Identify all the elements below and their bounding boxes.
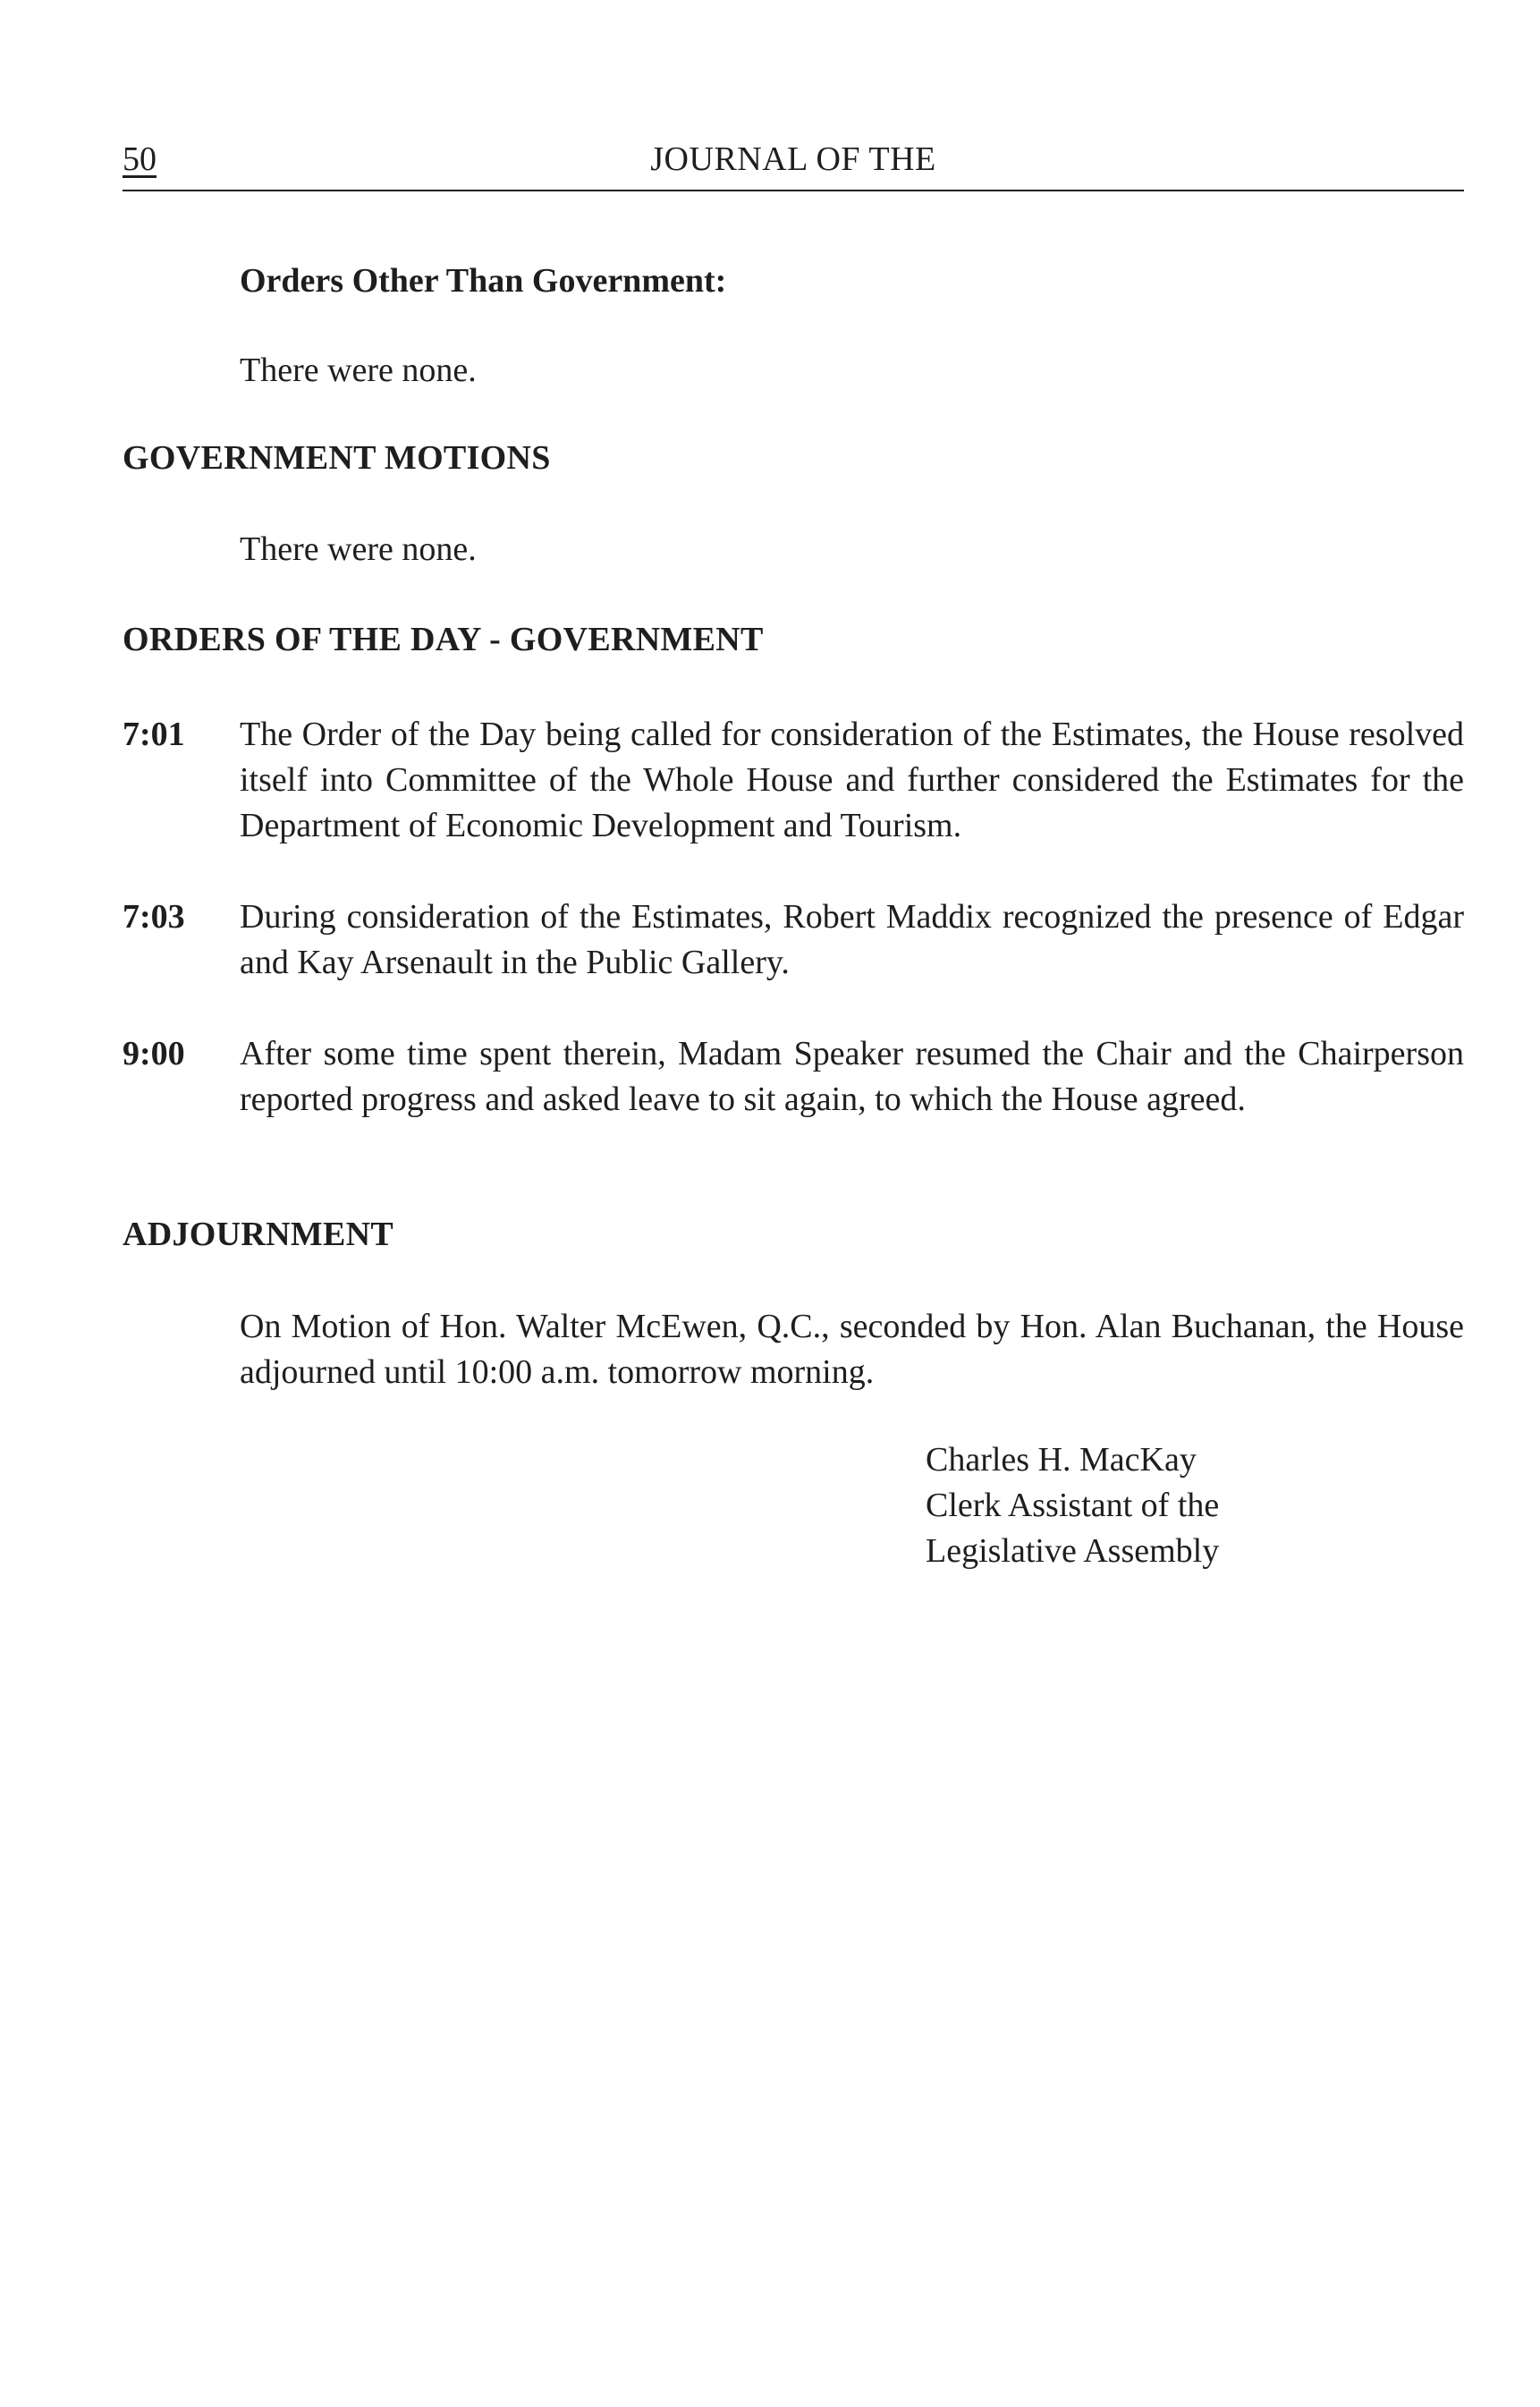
orders-other-text: There were none. — [240, 352, 477, 389]
entry-time: 7:03 — [123, 898, 185, 936]
signatory-name: Charles H. MacKay — [926, 1441, 1197, 1479]
journal-title: JOURNAL OF THE — [650, 140, 936, 178]
adjournment-heading: ADJOURNMENT — [123, 1216, 394, 1253]
running-header — [123, 134, 1464, 191]
page-number: 50 — [123, 140, 157, 178]
signatory-title-line-2: Legislative Assembly — [926, 1532, 1220, 1570]
orders-other-heading: Orders Other Than Government: — [240, 262, 727, 300]
adjournment-text: On Motion of Hon. Walter McEwen, Q.C., seconded by Hon. Alan Buchanan, the House adjourned until 10:00 a.m. tomorrow morning. — [240, 1308, 1464, 1391]
signature-block — [926, 1437, 1219, 1574]
signatory-title-line-1: Clerk Assistant of the — [926, 1487, 1220, 1524]
entry-time: 7:01 — [123, 716, 185, 753]
entry-text: The Order of the Day being called for consideration of the Estimates, the House resolved itself into Committee of the Whole House and further considered the Estimates for the Department of Economic Development and Tourism. — [240, 716, 1464, 844]
entry-text: During consideration of the Estimates, Robert Maddix recognized the presence of Edgar and Kay Arsenault in the Public Gallery. — [240, 898, 1464, 981]
government-motions-text: There were none. — [240, 530, 477, 568]
entry-time: 9:00 — [123, 1035, 185, 1072]
government-motions-heading: GOVERNMENT MOTIONS — [123, 439, 551, 477]
orders-of-the-day-heading: ORDERS OF THE DAY - GOVERNMENT — [123, 621, 764, 658]
entry-text: After some time spent therein, Madam Speaker resumed the Chair and the Chairperson reported progress and asked leave to sit again, to which the House agreed. — [240, 1035, 1464, 1118]
